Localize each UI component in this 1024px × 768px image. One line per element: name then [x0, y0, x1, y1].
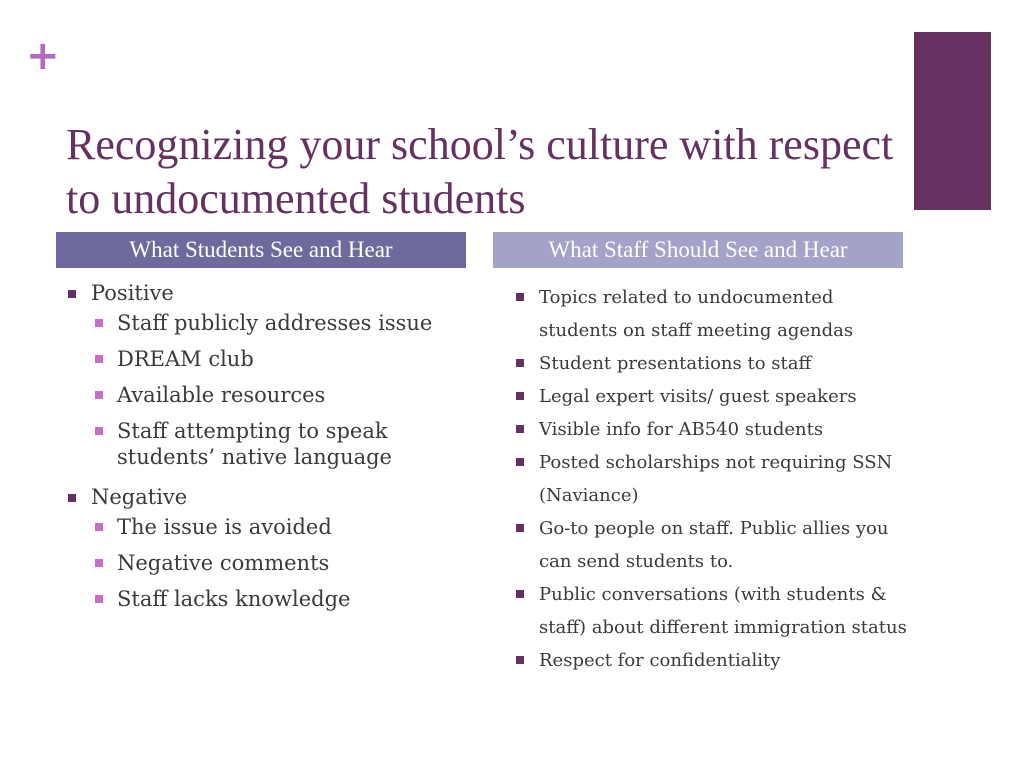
right-column-header: What Staff Should See and Hear — [493, 232, 903, 268]
list-item-text: The issue is avoided — [117, 515, 332, 539]
square-bullet-icon — [516, 425, 524, 433]
group-label: Positive — [91, 281, 174, 305]
list-item-text: Staff attempting to speak students’ native language — [117, 419, 392, 469]
square-bullet-icon — [95, 355, 103, 363]
slide-title: Recognizing your school’s culture with respect to undocumented students — [66, 120, 894, 223]
list-item-text: Legal expert visits/ guest speakers — [539, 386, 857, 407]
square-bullet-icon — [68, 290, 76, 298]
staff-expectations-list — [512, 281, 907, 677]
list-item — [91, 418, 464, 470]
list-item — [91, 586, 464, 612]
student-observations-list — [64, 280, 464, 622]
negative-items — [91, 514, 464, 612]
square-bullet-icon — [95, 391, 103, 399]
list-item-text: Negative comments — [117, 551, 330, 575]
square-bullet-icon — [516, 590, 524, 598]
positive-items — [91, 310, 464, 470]
square-bullet-icon — [516, 458, 524, 466]
list-item-text: Topics related to undocumented students on staff meeting agendas — [539, 287, 854, 341]
square-bullet-icon — [95, 559, 103, 567]
list-item-text: Staff lacks knowledge — [117, 587, 351, 611]
list-item-text: Visible info for AB540 students — [539, 419, 824, 440]
list-item-text: Available resources — [117, 383, 326, 407]
negative-group — [64, 484, 464, 612]
list-item-text: Student presentations to staff — [539, 353, 812, 374]
square-bullet-icon — [516, 359, 524, 367]
list-item — [512, 644, 907, 677]
plus-icon: + — [26, 33, 60, 79]
list-item-text: DREAM club — [117, 347, 254, 371]
square-bullet-icon — [95, 427, 103, 435]
list-item-text: Go-to people on staff. Public allies you can send students to. — [539, 518, 889, 572]
list-item-text: Staff publicly addresses issue — [117, 311, 433, 335]
left-column-header: What Students See and Hear — [56, 232, 466, 268]
group-label: Negative — [91, 485, 188, 509]
square-bullet-icon — [68, 494, 76, 502]
square-bullet-icon — [95, 319, 103, 327]
list-item-text: Posted scholarships not requiring SSN (Naviance) — [539, 452, 893, 506]
list-item — [91, 310, 464, 336]
list-item — [91, 514, 464, 540]
square-bullet-icon — [516, 392, 524, 400]
square-bullet-icon — [516, 293, 524, 301]
square-bullet-icon — [95, 523, 103, 531]
list-item — [512, 413, 907, 446]
list-item — [91, 550, 464, 576]
list-item — [512, 446, 907, 512]
square-bullet-icon — [516, 524, 524, 532]
list-item — [512, 281, 907, 347]
list-item-text: Respect for confidentiality — [539, 650, 781, 671]
positive-group — [64, 280, 464, 470]
list-item — [512, 512, 907, 578]
list-item — [91, 382, 464, 408]
list-item — [512, 380, 907, 413]
accent-bar — [914, 32, 991, 210]
square-bullet-icon — [95, 595, 103, 603]
list-item — [512, 578, 907, 644]
list-item-text: Public conversations (with students & staff) about different immigration status — [539, 584, 907, 638]
square-bullet-icon — [516, 656, 524, 664]
list-item — [512, 347, 907, 380]
list-item — [91, 346, 464, 372]
